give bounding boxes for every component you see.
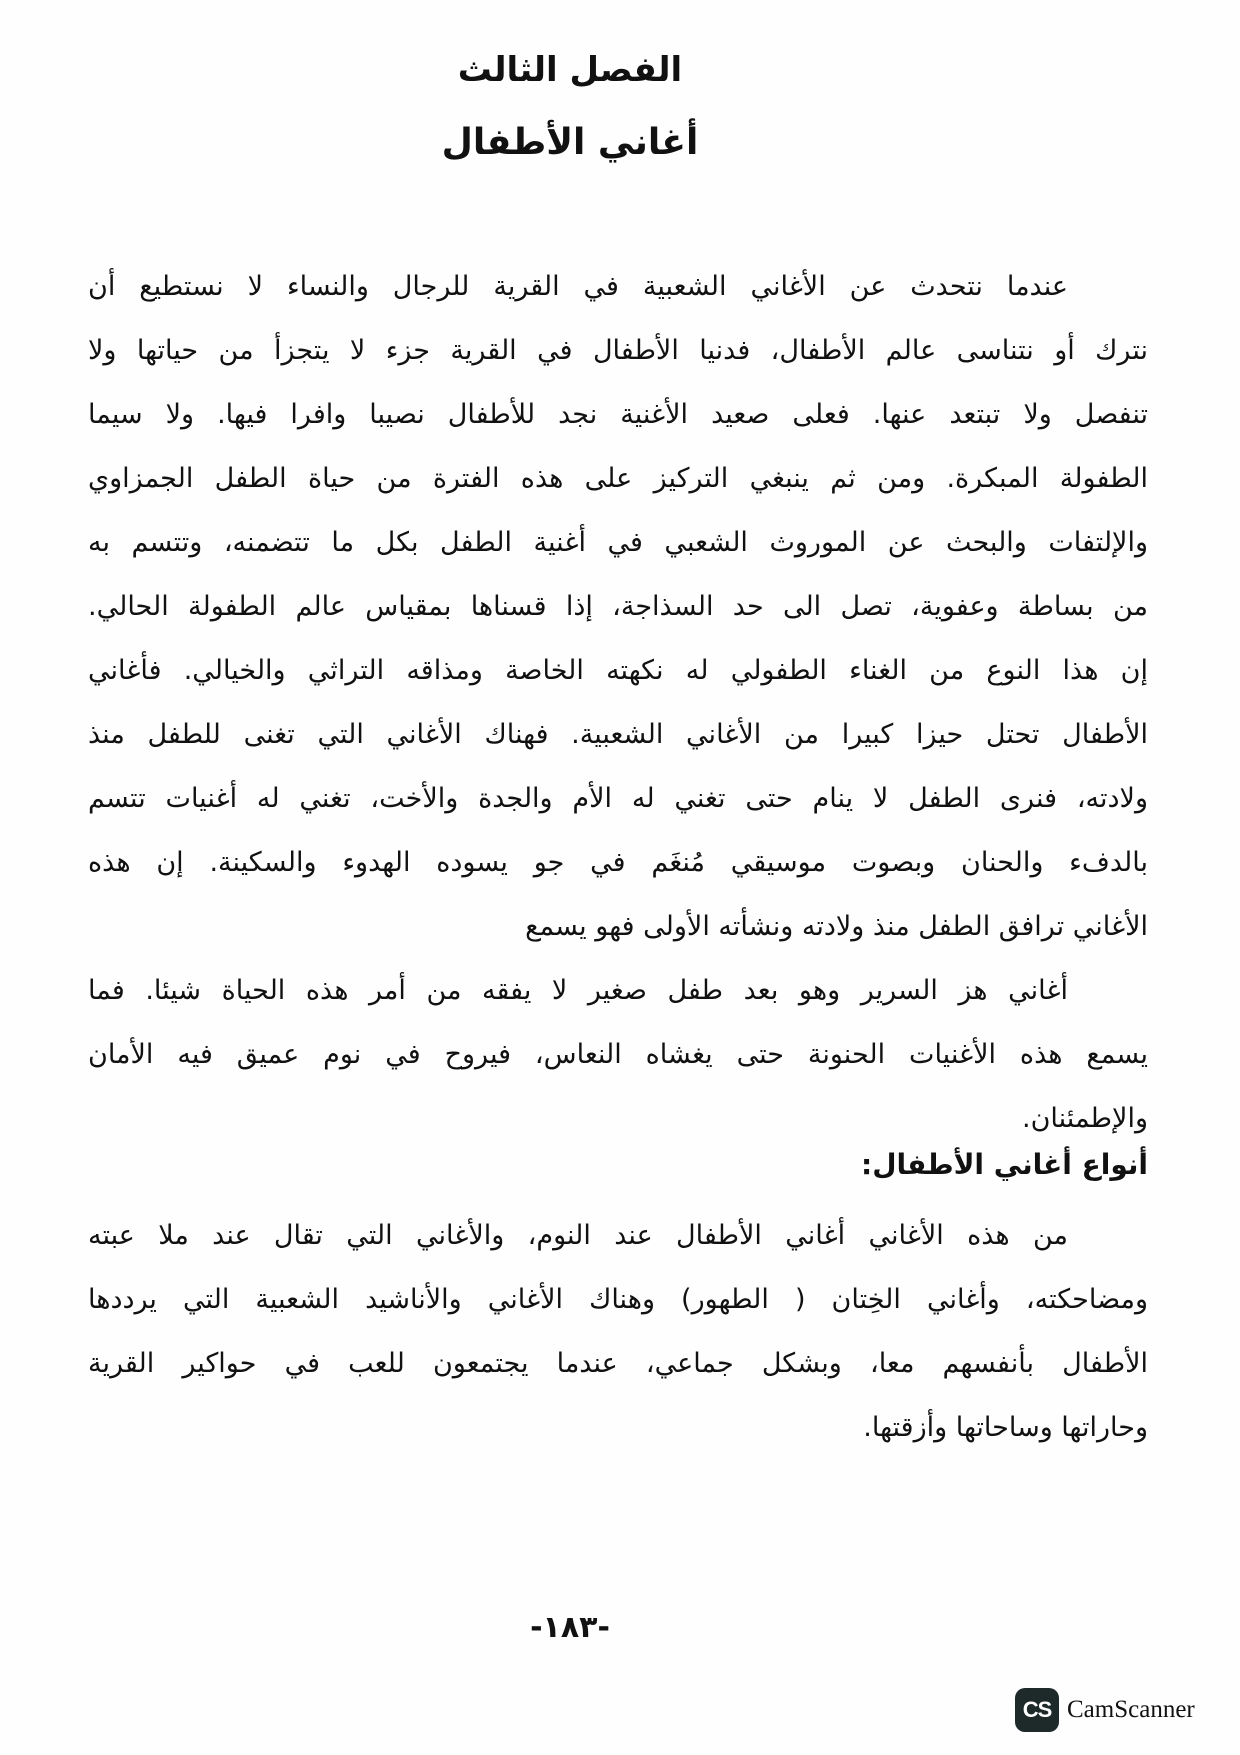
text-line: نترك أو نتناسى عالم الأطفال، فدنيا الأطفال في القرية جزء لا يتجزأ من حياتها ولا xyxy=(88,335,1148,366)
text-line: الأغاني ترافق الطفل منذ ولادته ونشأته الأولى فهو يسمع xyxy=(525,911,1148,942)
page-number: -١٨٣- xyxy=(530,1610,610,1645)
section-heading: أنواع أغاني الأطفال: xyxy=(861,1148,1148,1181)
chapter-label: الفصل الثالث xyxy=(457,50,683,90)
text-line: وحاراتها وساحاتها وأزقتها. xyxy=(863,1412,1148,1443)
text-line: تنفصل ولا تبتعد عنها. فعلى صعيد الأغنية نجد للأطفال نصيبا وافرا فيها. ولا سيما xyxy=(88,399,1148,430)
text-line: من بساطة وعفوية، تصل الى حد السذاجة، إذا قسناها بمقياس عالم الطفولة الحالي. xyxy=(88,591,1148,622)
body-paragraph-types xyxy=(88,1204,1148,1460)
text-line: والإلتفات والبحث عن الموروث الشعبي في أغنية الطفل بكل ما تتضمنه، وتتسم به xyxy=(88,527,1148,558)
text-line: أغاني هز السرير وهو بعد طفل صغير لا يفقه من أمر هذه الحياة شيئا. فما xyxy=(88,975,1068,1006)
text-line: بالدفء والحنان وبصوت موسيقي مُنغَم في جو يسوده الهدوء والسكينة. إن هذه xyxy=(88,847,1148,878)
text-line: الطفولة المبكرة. ومن ثم ينبغي التركيز على هذه الفترة من حياة الطفل الجمزاوي xyxy=(88,463,1148,494)
chapter-title: أغاني الأطفال xyxy=(441,122,699,163)
camscanner-logo-icon: CS xyxy=(1015,1688,1059,1732)
text-line: ومضاحكته، وأغاني الخِتان ( الطهور) وهناك الأغاني والأناشيد الشعبية التي يرددها xyxy=(88,1284,1148,1315)
camscanner-watermark xyxy=(1015,1688,1195,1732)
text-line: الأطفال تحتل حيزا كبيرا من الأغاني الشعبية. فهناك الأغاني التي تغنى للطفل منذ xyxy=(88,719,1148,750)
text-line: ولادته، فنرى الطفل لا ينام حتى تغني له الأم والجدة والأخت، تغني له أغنيات تتسم xyxy=(88,783,1148,814)
text-line: من هذه الأغاني أغاني الأطفال عند النوم، والأغاني التي تقال عند ملا عبته xyxy=(88,1220,1068,1251)
camscanner-name: CamScanner xyxy=(1067,1696,1195,1723)
text-line: إن هذا النوع من الغناء الطفولي له نكهته الخاصة ومذاقه التراثي والخيالي. فأغاني xyxy=(88,655,1148,686)
text-line: يسمع هذه الأغنيات الحنونة حتى يغشاه النعاس، فيروح في نوم عميق فيه الأمان xyxy=(88,1039,1148,1070)
text-line: والإطمئنان. xyxy=(1022,1103,1148,1134)
text-line: الأطفال بأنفسهم معا، وبشكل جماعي، عندما يجتمعون للعب في حواكير القرية xyxy=(88,1348,1148,1379)
text-line: عندما نتحدث عن الأغاني الشعبية في القرية للرجال والنساء لا نستطيع أن xyxy=(88,271,1068,302)
body-paragraphs xyxy=(88,255,1148,1151)
